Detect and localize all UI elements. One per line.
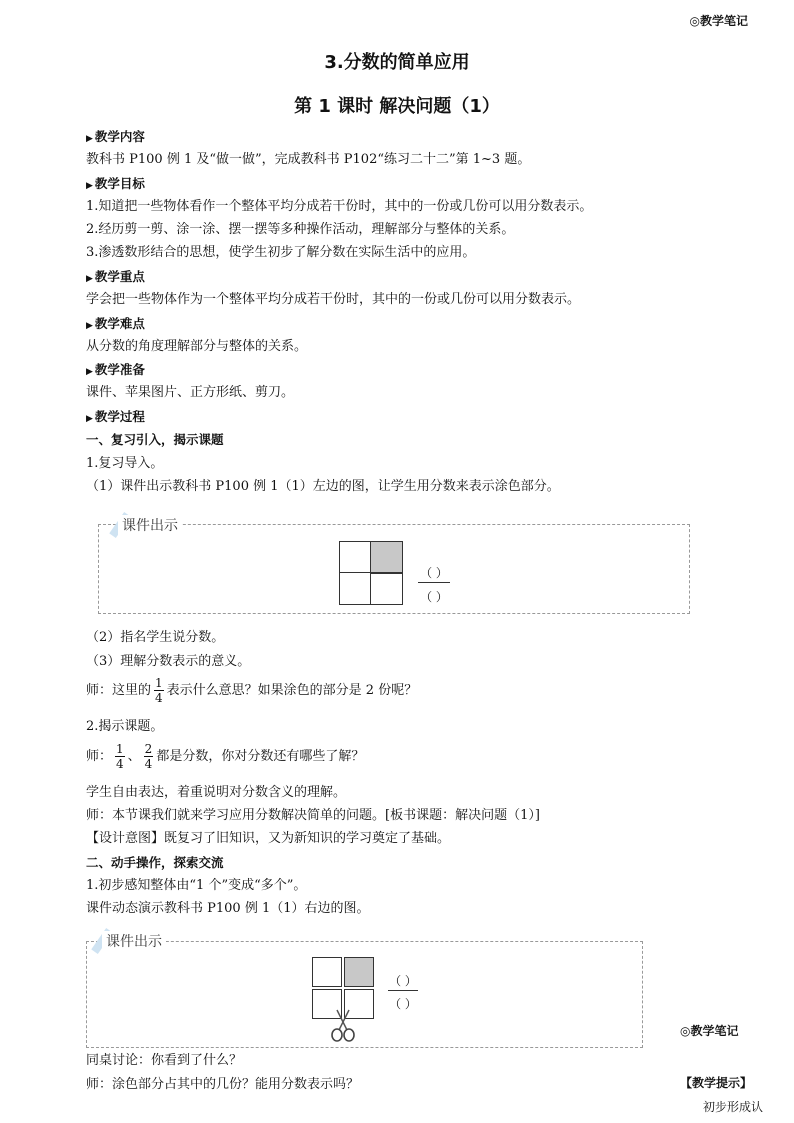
triangle-icon: ▶ [86, 181, 93, 191]
blank-numerator: （ ） [389, 974, 417, 988]
section-heading-process: ▶ 教学过程 [86, 408, 145, 428]
fraction-one-quarter: $\frac{1}{4}$ [116, 742, 124, 771]
fraction-one-quarter: $\frac{1}{4}$ [155, 676, 163, 705]
part1-line5: 2.揭示课题。 [86, 719, 164, 734]
section-heading-difficulty: ▶ 教学难点 [86, 315, 145, 335]
difficulty-text: 从分数的角度理解部分与整体的关系。 [86, 339, 308, 354]
part1-line2: （1）课件出示教科书 P100 例 1（1）左边的图，让学生用分数来表示涂色部分。 [86, 479, 560, 494]
part1-heading: 一、复习引入，揭示课题 [86, 432, 224, 447]
part2-line3: 同桌讨论：你看到了什么？ [86, 1053, 243, 1068]
goal-1: 1.知道把一些物体看作一个整体平均分成若干份时，其中的一份或几份可以用分数表示。 [86, 199, 593, 214]
fraction-bar [388, 990, 418, 991]
scissors-icon [328, 1008, 358, 1042]
triangle-icon: ▶ [86, 414, 93, 424]
blank-denominator: （ ） [389, 997, 417, 1011]
header-teaching-note: ◎教学笔记 [689, 14, 748, 28]
triangle-icon: ▶ [86, 321, 93, 331]
courseware-tag-1: 课件出示 [118, 515, 182, 535]
section-heading-key: ▶ 教学重点 [86, 268, 145, 288]
courseware-tag-2: 课件出示 [102, 931, 166, 951]
part1-line1: 1.复习导入。 [86, 456, 164, 471]
part1-line4: （3）理解分数表示的意义。 [86, 654, 251, 669]
sidebar-teaching-note: ◎教学笔记 [680, 1024, 739, 1038]
question-2: 师： $\frac{1}{4}$ 、 $\frac{2}{4}$ 都是分数，你对分数还有哪些了解？ [86, 742, 365, 771]
section-heading-content: ▶ 教学内容 [86, 128, 145, 148]
lesson-subtitle: 第 1 课时 解决问题（1） [294, 96, 500, 117]
part2-heading: 二、动手操作，探索交流 [86, 855, 224, 870]
sidebar-tip-text: 初步形成认 [703, 1100, 764, 1114]
sidebar-tip-title: 【教学提示】 [680, 1076, 753, 1090]
part2-line2: 课件动态演示教科书 P100 例 1（1）右边的图。 [86, 901, 370, 916]
content-text: 教科书 P100 例 1 及“做一做”，完成教科书 P102“练习二十二”第 1~3 题。 [86, 152, 531, 167]
goal-2: 2.经历剪一剪、涂一涂、摆一摆等多种操作活动，理解部分与整体的关系。 [86, 222, 515, 237]
question-1: 师：这里的 $\frac{1}{4}$ 表示什么意思？如果涂色的部分是 2 份呢？ [86, 676, 418, 705]
blank-denominator: （ ） [420, 590, 448, 604]
blank-numerator: （ ） [420, 566, 448, 580]
small-square [312, 957, 342, 987]
part2-line1: 1.初步感知整体由“1 个”变成“多个”。 [86, 878, 307, 893]
part2-line4: 师：涂色部分占其中的几份？能用分数表示吗？ [86, 1077, 360, 1092]
part1-line7: 师：本节课我们就来学习应用分数解决简单的问题。[板书课题：解决问题（1）] [86, 808, 540, 823]
triangle-icon: ▶ [86, 274, 93, 284]
section-heading-prep: ▶ 教学准备 [86, 361, 145, 381]
goal-3: 3.渗透数形结合的思想，使学生初步了解分数在实际生活中的应用。 [86, 245, 476, 260]
part1-line6: 学生自由表达，着重说明对分数含义的理解。 [86, 785, 347, 800]
fraction-bar [418, 582, 450, 583]
key-text: 学会把一些物体作为一个整体平均分成若干份时，其中的一份或几份可以用分数表示。 [86, 292, 581, 307]
fraction-two-quarters: $\frac{2}{4}$ [144, 742, 153, 771]
shaded-small-square [344, 957, 374, 987]
triangle-icon: ▶ [86, 134, 93, 144]
page-title: 3.分数的简单应用 [324, 52, 470, 73]
triangle-icon: ▶ [86, 367, 93, 377]
design-intent: 【设计意图】既复习了旧知识，又为新知识的学习奠定了基础。 [86, 831, 451, 846]
shaded-quarter [370, 541, 403, 574]
part1-line3: （2）指名学生说分数。 [86, 630, 225, 645]
square-divider-vertical [370, 541, 371, 604]
section-heading-goals: ▶ 教学目标 [86, 175, 145, 195]
prep-text: 课件、苹果图片、正方形纸、剪刀。 [86, 385, 295, 400]
